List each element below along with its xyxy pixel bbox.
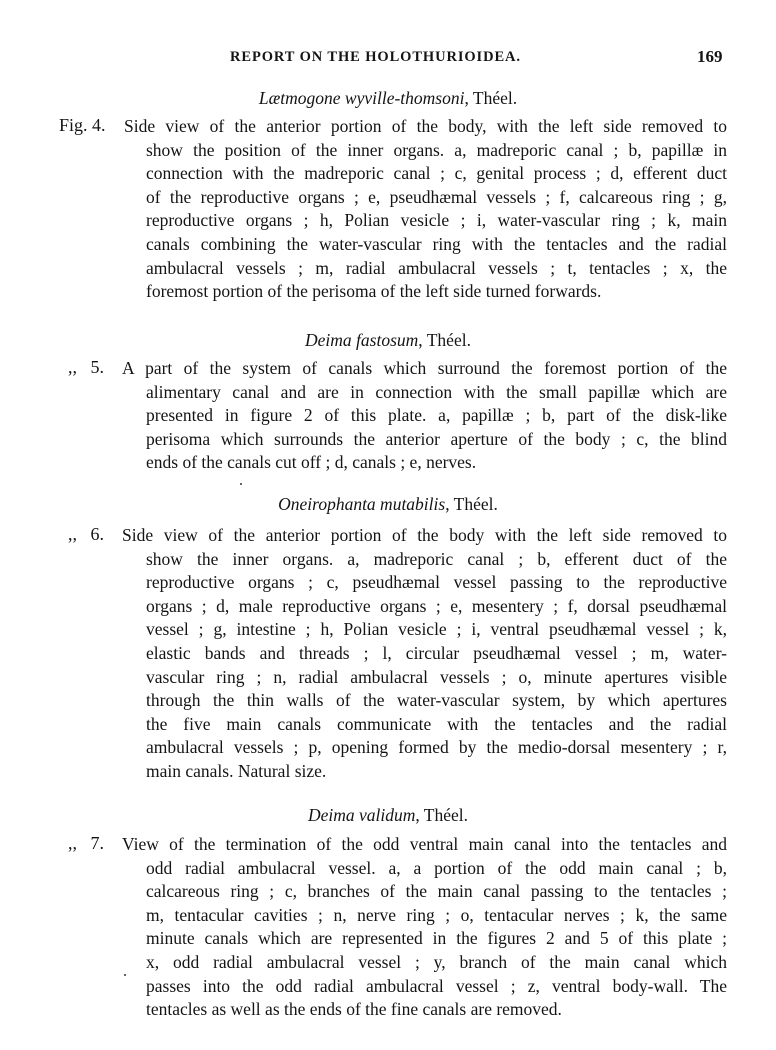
species-heading <box>0 494 776 515</box>
caption-line: m, tentacular cavities ; n, nerve ring ; o, tentacular nerves ; k, the same <box>146 904 727 925</box>
caption-line: canals combining the water-vascular ring with the tentacles and the radial <box>146 234 727 254</box>
caption-line: ends of the canals cut off ; d, canals ; e, nerves. <box>146 452 477 473</box>
caption-line: odd radial ambulacral vessel. a, a portion of the odd main canal ; b, <box>146 857 727 878</box>
figure-label: Fig. 4. <box>59 115 106 135</box>
species-author: , Théel. <box>418 330 471 350</box>
caption-line: minute canals which are represented in the figures 2 and 5 of this plate ; <box>146 928 727 949</box>
caption-line: organs ; d, male reproductive organs ; e, mesentery ; f, dorsal pseudhæmal <box>146 595 727 616</box>
caption-line: View of the termination of the odd ventral main canal into the tentacles and <box>122 834 727 854</box>
caption-line: passes into the odd radial ambulacral vessel ; z, ventral body-wall. The <box>146 975 727 996</box>
caption-line: connection with the madreporic canal ; c, genital process ; d, efferent duct <box>146 163 727 184</box>
caption-line: show the inner organs. a, madreporic canal ; b, efferent duct of the <box>146 548 727 569</box>
page-number: 169 <box>697 47 723 66</box>
species-author: , Théel. <box>445 494 498 514</box>
species-author: , Théel. <box>464 88 518 108</box>
caption-line: through the thin walls of the water-vascular system, by which apertures <box>146 690 727 711</box>
caption-line: reproductive organs ; h, Polian vesicle ; i, water-vascular ring ; k, main <box>146 210 727 231</box>
caption-line: A part of the system of canals which surround the foremost portion of the <box>122 358 727 378</box>
figure-label: ,, 7. <box>68 833 104 853</box>
caption-line: elastic bands and threads ; l, circular pseudhæmal vessel ; m, water- <box>146 643 727 663</box>
caption-line: presented in figure 2 of this plate. a, papillæ ; b, part of the disk-like <box>146 405 727 426</box>
caption-line: perisoma which surrounds the anterior aperture of the body ; c, the blind <box>146 428 727 449</box>
species-author: , Théel. <box>415 805 469 825</box>
species-name: Deima validum <box>307 805 416 825</box>
caption-line: of the reproductive organs ; e, pseudhæmal vessels ; f, calcareous ring ; g, <box>146 186 727 207</box>
species-name: Deima fastosum <box>305 330 419 350</box>
species-heading <box>0 330 776 351</box>
print-speck <box>124 974 126 976</box>
caption-line: main canals. Natural size. <box>146 761 327 781</box>
caption-line: the five main canals communicate with the tentacles and the radial <box>146 713 727 734</box>
page-header <box>0 47 776 71</box>
species-heading <box>0 88 776 109</box>
caption-line: x, odd radial ambulacral vessel ; y, branch of the main canal which <box>146 952 727 972</box>
caption-line: reproductive organs ; c, pseudhæmal vessel passing to the reproductive <box>146 572 727 593</box>
caption-line: Side view of the anterior portion of the body with the left side removed to <box>122 525 727 545</box>
species-name: Lætmogone wyville-thomsoni <box>258 88 465 108</box>
caption-line: Side view of the anterior portion of the body, with the left side removed to <box>124 116 727 136</box>
caption-line: show the position of the inner organs. a, madreporic canal ; b, papillæ in <box>146 139 727 160</box>
species-heading <box>0 805 776 826</box>
caption-line: foremost portion of the perisoma of the left side turned forwards. <box>146 281 602 302</box>
caption-line: alimentary canal and are in connection with the small papillæ which are <box>146 381 727 402</box>
caption-line: vascular ring ; n, radial ambulacral vessels ; o, minute apertures visible <box>146 666 727 687</box>
running-title: REPORT ON THE HOLOTHURIOIDEA. <box>230 49 521 65</box>
caption-line: calcareous ring ; c, branches of the main canal passing to the tentacles ; <box>146 881 727 902</box>
figure-label: ,, 5. <box>68 357 104 377</box>
caption-line: vessel ; g, intestine ; h, Polian vesicle ; i, ventral pseudhæmal vessel ; k, <box>146 619 727 640</box>
species-name: Oneirophanta mutabilis <box>278 494 446 514</box>
caption-line: tentacles as well as the ends of the fine canals are removed. <box>146 999 562 1020</box>
caption-line: ambulacral vessels ; m, radial ambulacral vessels ; t, tentacles ; x, the <box>146 257 727 278</box>
figure-label: ,, 6. <box>68 524 104 544</box>
caption-line: ambulacral vessels ; p, opening formed by the medio-dorsal mesentery ; r, <box>146 737 727 758</box>
print-speck <box>240 483 242 485</box>
